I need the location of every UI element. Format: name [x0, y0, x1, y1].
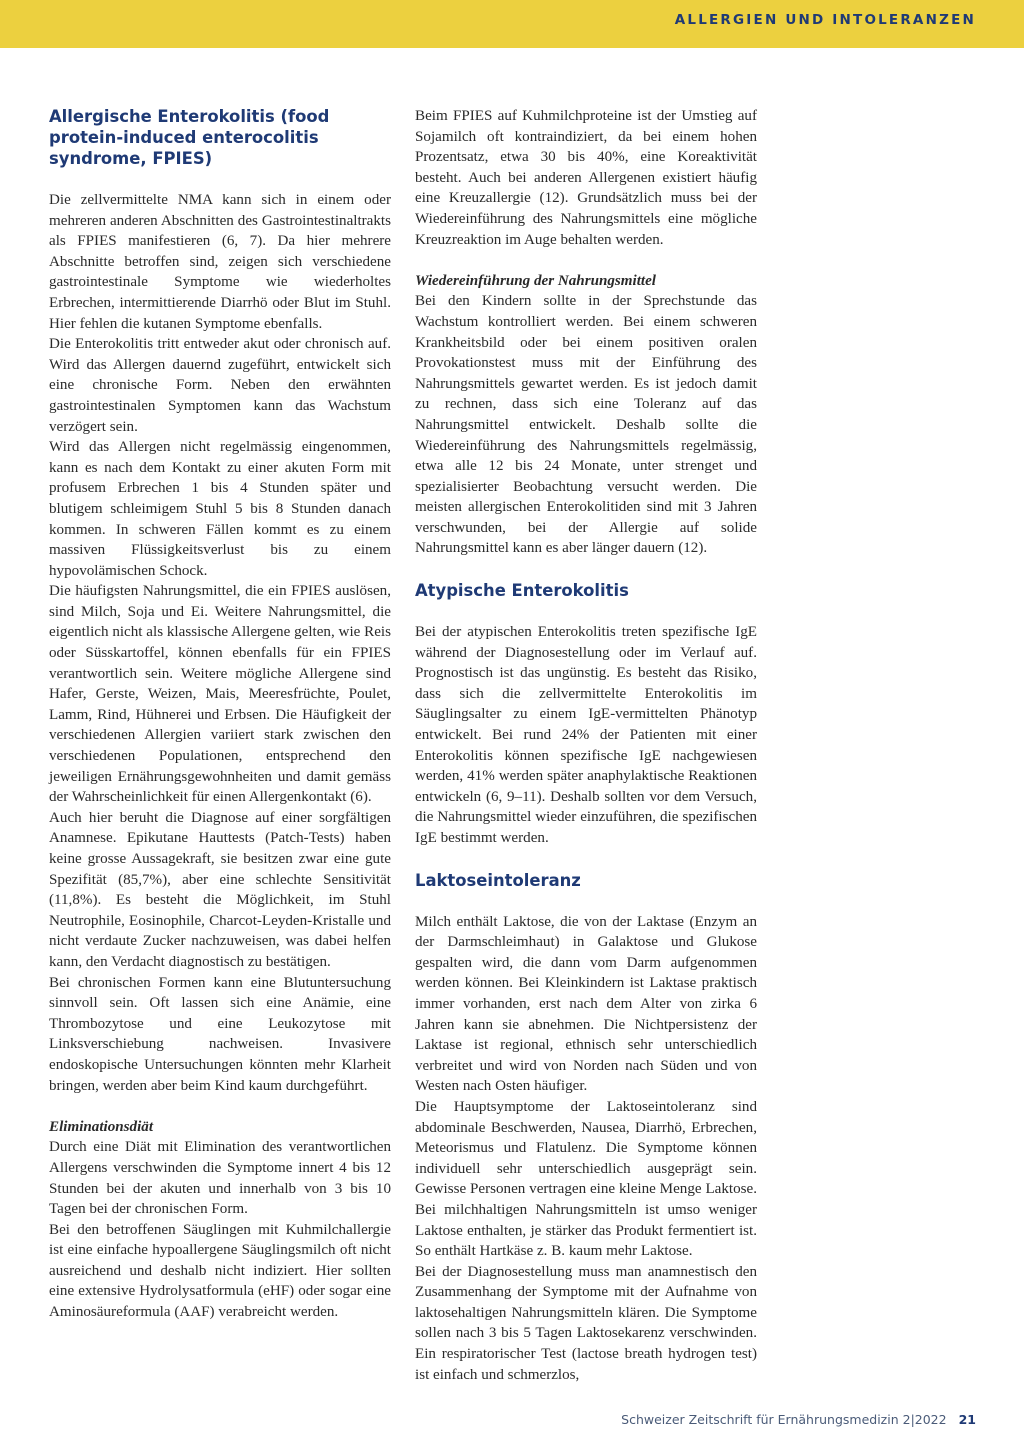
paragraph: Die zellvermittelte NMA kann sich in einem oder mehreren anderen Abschnitten des Gastrointestinaltrakts als FPIES manifestieren (6, 7). Da hier mehrere Abschnitte betroffen sind, zeigen sich verschiedene gastrointestinale Symptome wie wiederholtes Erbrechen, intermittierende Diarrhö oder Blut im Stuhl. Hier fehlen die kutanen Symptome ebenfalls. — [49, 192, 391, 332]
paragraph: Die Enterokolitis tritt entweder akut oder chronisch auf. Wird das Allergen dauernd zugeführt, entwickelt sich eine chronische Form. Neben den erwähnten gastrointestinalen Symptomen kann das Wachstum verzögert sein. — [49, 336, 391, 435]
paragraph: Bei chronischen Formen kann eine Blutuntersuchung sinnvoll sein. Oft lassen sich eine Anämie, eine Thrombozytose und eine Leukozytose mit Linksverschiebung nachweisen. Invasivere endoskopische Untersuchungen könnten mehr Klarheit bringen, werden aber beim Kind kaum durchgeführt. — [49, 974, 391, 1094]
paragraph: Durch eine Diät mit Elimination des verantwortlichen Allergens verschwinden die Symptome innert 4 bis 12 Stunden bei der akuten und innerhalb von 3 bis 10 Tagen bei der chronischen Form. — [49, 1139, 391, 1218]
right-column — [415, 106, 757, 1385]
page-number: 21 — [958, 1412, 976, 1427]
paragraph: Wird das Allergen nicht regelmässig eingenommen, kann es nach dem Kontakt zu einer akuten Form mit profusem Erbrechen 1 bis 4 Stunden später und blutigem schleimigem Stuhl 5 bis 8 Stunden danach kommen. In schweren Fällen kommt es zu einem massiven Flüssigkeitsverlust bis zu einem hypovolämischen Schock. — [49, 439, 391, 579]
paragraph: Auch hier beruht die Diagnose auf einer sorgfältigen Anamnese. Epikutane Hauttests (Patch-Tests) haben keine grosse Aussagekraft, sie besitzen zwar eine gute Spezifität (85,7%), aber eine schlechte Sensitivität (11,8%). Es besteht die Möglichkeit, im Stuhl Neutrophile, Eosinophile, Charcot-Leyden-Kristalle und nicht verdaute Zucker nachzuweisen, was dabei helfen kann, den Verdacht diagnostisch zu bestätigen. — [49, 809, 391, 970]
heading-laktoseintoleranz: Laktoseintoleranz — [415, 870, 581, 890]
subheading-eliminationsdiaet: Eliminationsdiät — [49, 1118, 154, 1135]
page-footer — [621, 1412, 976, 1427]
paragraph: Bei den betroffenen Säuglingen mit Kuhmilchallergie ist eine einfache hypoallergene Säuglingsmilch oft nicht ausreichend und deshalb nicht indiziert. Hier sollten eine extensive Hydrolysatformula (eHF) oder sogar eine Aminosäureformula (AAF) verabreicht werden. — [49, 1221, 391, 1321]
subheading-wiedereinfuehrung: Wiedereinführung der Nahrungsmittel — [415, 272, 656, 289]
journal-title: Schweizer Zeitschrift für Ernährungsmedizin 2|2022 — [621, 1412, 947, 1427]
paragraph: Die Hauptsymptome der Laktoseintoleranz sind abdominale Beschwerden, Nausea, Diarrhö, Erbrechen, Meteorismus und Flatulenz. Die Symptome können individuell sehr unterschiedlich ausgeprägt sein. Gewisse Personen vertragen eine kleine Menge Laktose. Bei milchhaltigen Nahrungsmitteln ist umso weniger Laktose enthalten, je stärker das Produkt fermentiert ist. So enthält Hartkäse z. B. kaum mehr Laktose. — [415, 1098, 757, 1260]
heading-atypische-enterokolitis: Atypische Enterokolitis — [415, 581, 629, 601]
paragraph: Milch enthält Laktose, die von der Laktase (Enzym an der Darmschleimhaut) in Galaktose und Glukose gespalten wird, die dann vom Darm aufgenommen werden können. Bei Kleinkindern ist Laktase praktisch immer vorhanden, erst nach dem Alter von zirka 6 Jahren kann sie abnehmen. Die Nichtpersistenz der Laktase ist regional, ethnisch sehr unterschiedlich verbreitet und wird von Norden nach Süden und von Westen nach Osten häufiger. — [415, 913, 757, 1095]
paragraph: Bei der Diagnosestellung muss man anamnestisch den Zusammenhang der Symptome mit der Aufnahme von laktosehaltigen Nahrungsmitteln klären. Die Symptome sollen nach 3 bis 5 Tagen Laktosekarenz verschwinden. Ein respiratorischer Test (lactose breath hydrogen test) ist einfach und schmerzlos, — [415, 1263, 757, 1383]
paragraph: Bei den Kindern sollte in der Sprechstunde das Wachstum kontrolliert werden. Bei einem schweren Krankheitsbild oder bei einem positiven oralen Provokationstest muss mit der Einführung des Nahrungsmittels gewartet werden. Es ist jedoch damit zu rechnen, dass sich eine Toleranz auf das Nahrungsmittel entwickelt. Deshalb sollte die Wiedereinführung des Nahrungsmittels regelmässig, etwa alle 12 bis 24 Monate, unter strenget und spezialisierter Beobachtung versucht werden. Die meisten allergischen Enterokolitiden sind mit 3 Jahren verschwunden, bei der Allergie auf solide Nahrungsmittel kann es aber länger dauern (12). — [415, 293, 757, 557]
header-bar — [0, 0, 1024, 48]
heading-fpies: Allergische Enterokolitis (food protein-induced enterocolitis syndrome, FPIES) — [49, 107, 330, 168]
paragraph: Bei der atypischen Enterokolitis treten spezifische IgE während der Diagnosestellung oder im Verlauf auf. Prognostisch ist das ungünstig. Es besteht das Risiko, dass sich die zellvermittelte Enterokolitis im Säuglingsalter zu einem IgE-vermittelten Phänotyp entwickelt. Bei rund 24% der Patienten mit einer Enterokolitis können spezifische IgE nachgewiesen werden, 41% werden später anaphylaktische Reaktionen entwickeln (6, 9–11). Deshalb sollten vor dem Versuch, die Nahrungsmittel wieder einzuführen, die spezifischen IgE bestimmt werden. — [415, 624, 757, 846]
paragraph: Die häufigsten Nahrungsmittel, die ein FPIES auslösen, sind Milch, Soja und Ei. Weitere Nahrungsmittel, die eigentlich nicht als klassische Allergene gelten, wie Reis oder Süsskartoffel, können ebenfalls für ein FPIES verantwortlich sein. Weitere mögliche Allergene sind Hafer, Gerste, Weizen, Mais, Meeresfrüchte, Poulet, Lamm, Rind, Hühnerei und Erbsen. Die Häufigkeit der verschiedenen Allergien variiert stark zwischen den verschiedenen Populationen, entsprechend den jeweiligen Ernährungsgewohnheiten und damit gemäss der Wahrscheinlichkeit für einen Allergenkontakt (6). — [49, 583, 391, 806]
left-column — [49, 106, 391, 1323]
paragraph: Beim FPIES auf Kuhmilchproteine ist der Umstieg auf Sojamilch oft kontraindiziert, da bei einem hohen Prozentsatz, etwa 30 bis 40%, eine Koreaktivität besteht. Auch bei anderen Allergenen existiert häufig eine Kreuzallergie (12). Grundsätzlich muss bei der Wiedereinführung des Nahrungsmittels eine mögliche Kreuzreaktion im Auge behalten werden. — [415, 108, 757, 248]
section-label: ALLERGIEN UND INTOLERANZEN — [674, 12, 976, 28]
